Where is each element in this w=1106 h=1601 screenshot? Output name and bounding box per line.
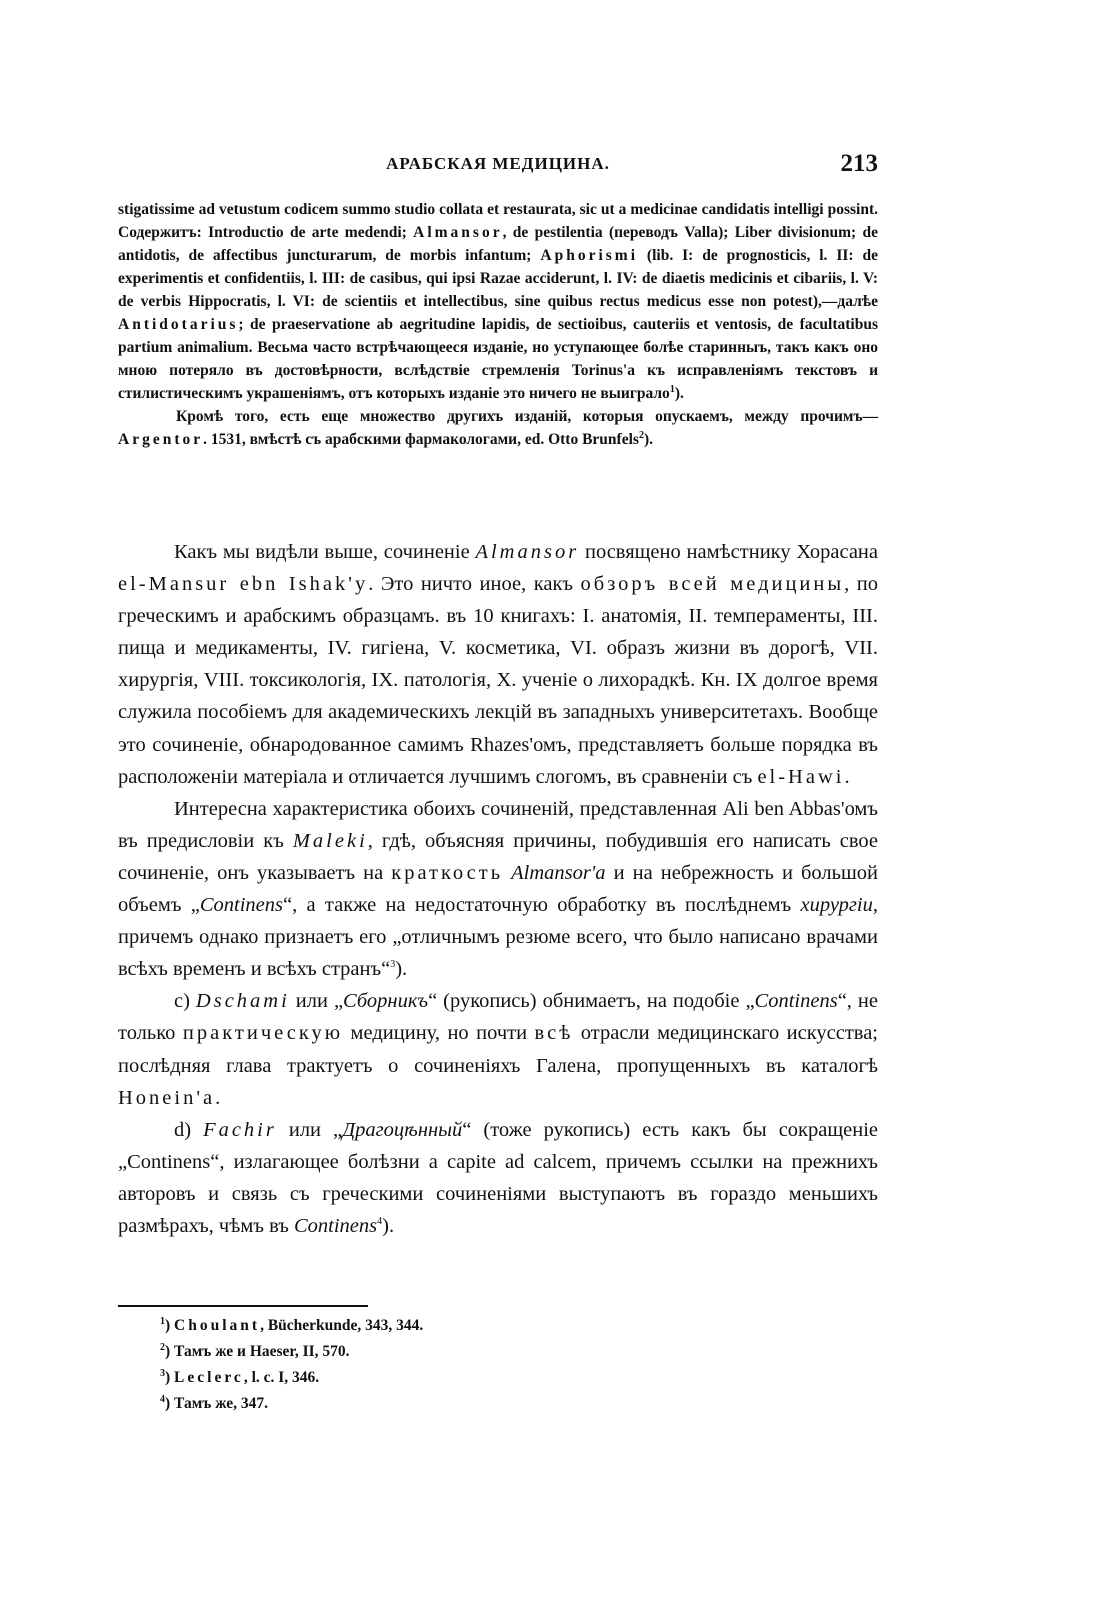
footnote-4: $^4$) Тамъ же, 347. [160,1393,269,1412]
bibliography-paragraph-1: stigatissime ad vetustum codicem summo studio collata et restaurata, sic ut a medicinae candidatis intelligi possint. Содержитъ: Introductio de arte medendi; Almansor, de pestilentia (переводъ Valla); Liber divisionum; de antidotis, de affectibus juncturarum, de morbis infantum; Aphorismi (lib. I: de prognosticis, l. II: de experimentis et confidentiis, l. III: de casibus, qui ipsi Razae acciderunt, l. IV: de diaetis medicinis et cibariis, l. V: de verbis Hippocratis, l. VI: de scientiis et intellectibus, sine quibus rectus medicus esse non potest),—далѣе Antidotarius; de praeservatione ab aegritudine lapidis, de sectioibus, cauteriis et ventosis, de facultatibus partium animalium. Весьма часто встрѣчающееся изданіе, но уступающее болѣе старинныъ, такъ какъ оно мною потеряло въ достовѣрности, вслѣдствіе стремленія Torinus'а къ исправленіямъ текстовъ и стилистическимъ украшеніямъ, отъ которыхъ изданіе это ничего не выиграло$^1$). [118,201,879,402]
footnote-1: $^1$) Choulant, Bücherkunde, 343, 344. [160,1315,424,1334]
main-paragraph-2: Интересна характеристика обоихъ сочиненій, представленная Ali ben Abbas'омъ въ предисловіи къ Maleki, гдѣ, объясняя причины, побудившія его написать свое сочиненіе, онъ указываетъ на краткость Almansor'а и на небрежность и большой объемъ „Continens“, а также на недостаточную обработку въ послѣднемъ хирургіи, причемъ однако признаетъ его „отличнымъ резюме всего, что было написано врачами всѣхъ временъ и всѣхъ странъ“$^3$). [118,797,879,981]
footnotes [160,1313,760,1417]
running-title: АРАБСКАЯ МЕДИЦИНА. [386,154,610,173]
page-number: 213 [840,150,878,177]
main-paragraph-1: Какъ мы видѣли выше, сочиненіе Almansor посвящено намѣстнику Хорасана el-Mansur ebn Ishak'у. Это ничто иное, какъ обзоръ всей медицины, по греческимъ и арабскимъ образцамъ. въ 10 книгахъ: I. анатомія, II. темпераменты, III. пища и медикаменты, IV. гигіена, V. косметика, VI. образъ жизни въ дорогѣ, VII. хирургія, VIII. токсикологія, IX. патологія, X. ученіе о лихорадкѣ. Кн. IX долгое время служила пособіемъ для академическихъ лекцій въ западныхъ университетахъ. Вообще это сочиненіе, обнародованное самимъ Rhazes'омъ, представляетъ больше порядка въ расположеніи матеріала и отличается лучшимъ слогомъ, въ сравненіи съ el-Hawi. [118,541,879,788]
footnote-divider [118,1305,368,1307]
footnote-ref: 2 [638,429,644,441]
footnote-3: $^3$) Leclerc, l. c. I, 346. [160,1367,320,1386]
bibliography-paragraph-2: Кромѣ того, есть еще множество другихъ изданій, которыя опускаемъ, между прочимъ—Argentor. 1531, вмѣстѣ съ арабскими фармакологами, ed. Otto Brunfels$^2$). [118,408,878,448]
footnote-ref: 3 [390,959,396,971]
main-paragraph-3: c) Dschami или „Сборникъ“ (рукопись) обнимаетъ, на подобіе „Continens“, не только практическую медицину, но почти всѣ отрасли медицинскаго искусства; послѣдняя глава трактуетъ о сочиненіяхъ Галена, пропущенныхъ въ каталогѣ Honein'а. [118,990,879,1109]
footnote-2: $^2$) Тамъ же и Haeser, II, 570. [160,1341,350,1360]
bibliography-note [118,198,878,451]
main-paragraph-4: d) Fachir или „Драгоцѣнный“ (тоже рукопись) есть какъ бы сокращеніе „Continens“, излагающее болѣзни a capite ad calcem, причемъ ссылки на прежнихъ авторовъ и связь съ греческими сочиненіями выступаютъ въ гораздо меньшихъ размѣрахъ, чѣмъ въ Continens$^4$). [118,1118,878,1237]
footnote-ref: 4 [377,1216,383,1228]
footnote-ref: 1 [669,383,675,395]
main-text [118,536,878,1242]
page-header [118,150,878,180]
